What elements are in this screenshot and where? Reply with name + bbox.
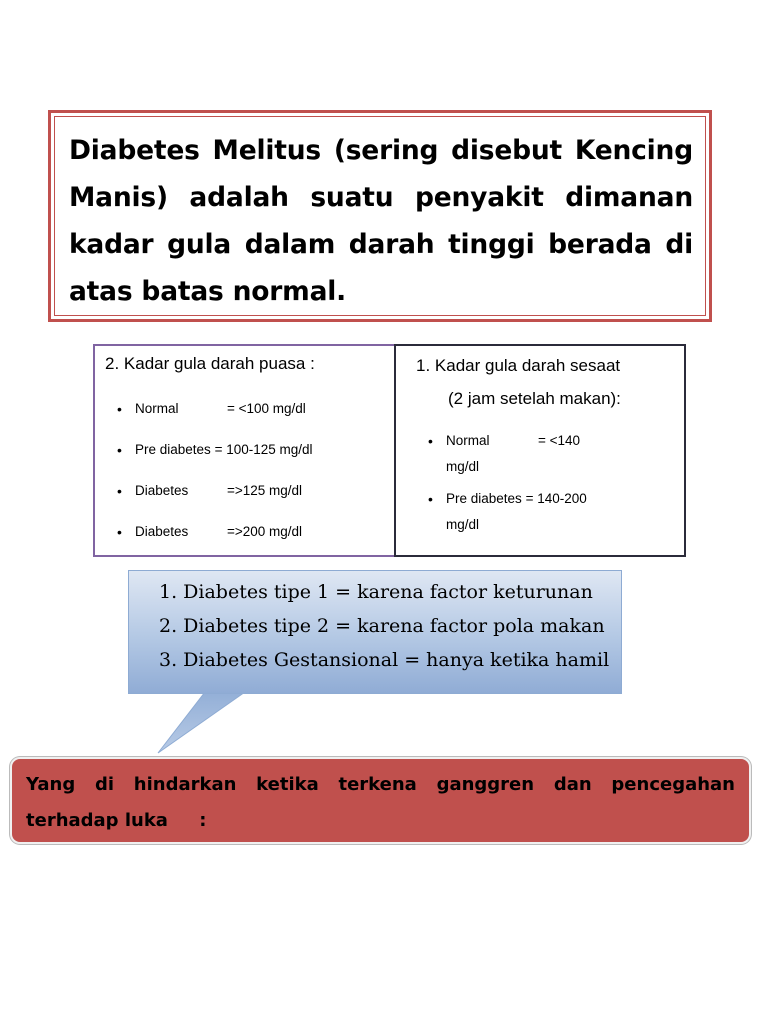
instant-heading: 1. Kadar gula darah sesaat	[416, 356, 621, 375]
item-value: = 140-200	[525, 491, 587, 506]
item-label: Normal	[446, 433, 490, 448]
definition-box	[48, 110, 712, 322]
list-item	[105, 519, 394, 560]
item-label: Pre diabetes	[135, 442, 211, 457]
definition-box-inner	[54, 116, 706, 316]
list-item	[416, 428, 646, 480]
list-item	[105, 478, 394, 519]
prevention-text: Yang di hindarkan ketika terkena ganggren dan pencegahan terhadap luka :	[26, 774, 742, 831]
diabetes-types-callout	[128, 570, 622, 694]
item-value: =>125 mg/dl	[227, 483, 303, 498]
fasting-heading: 2. Kadar gula darah puasa :	[105, 354, 315, 373]
instant-subheading: (2 jam setelah makan):	[448, 389, 621, 408]
item-value: = <100 mg/dl	[227, 401, 306, 416]
list-item: 3. Diabetes Gestansional = hanya ketika hamil	[159, 649, 610, 671]
list-item: 2. Diabetes tipe 2 = karena factor pola makan	[159, 615, 605, 637]
fasting-list	[105, 396, 394, 560]
item-value: = 100-125 mg/dl	[214, 442, 313, 457]
instant-glucose-box	[394, 344, 686, 557]
item-label: Normal	[135, 401, 179, 416]
item-unit: mg/dl	[446, 459, 480, 474]
item-value: = <140	[538, 433, 581, 448]
list-item	[105, 396, 394, 437]
definition-text: Diabetes Melitus (sering disebut Kencing Manis) adalah suatu penyakit dimanan kadar gula dalam darah tinggi berada di atas batas normal.	[69, 135, 693, 307]
diabetes-types-list	[159, 575, 621, 677]
item-label: Diabetes	[135, 524, 189, 539]
list-item: 1. Diabetes tipe 1 = karena factor keturunan	[159, 581, 593, 603]
prevention-banner	[12, 759, 749, 842]
instant-list	[416, 428, 684, 538]
list-item	[105, 437, 394, 478]
item-label: Pre diabetes	[446, 491, 522, 506]
item-value: =>200 mg/dl	[227, 524, 303, 539]
item-label: Diabetes	[135, 483, 189, 498]
fasting-glucose-box	[93, 344, 396, 557]
item-unit: mg/dl	[446, 517, 480, 532]
list-item	[416, 486, 646, 538]
